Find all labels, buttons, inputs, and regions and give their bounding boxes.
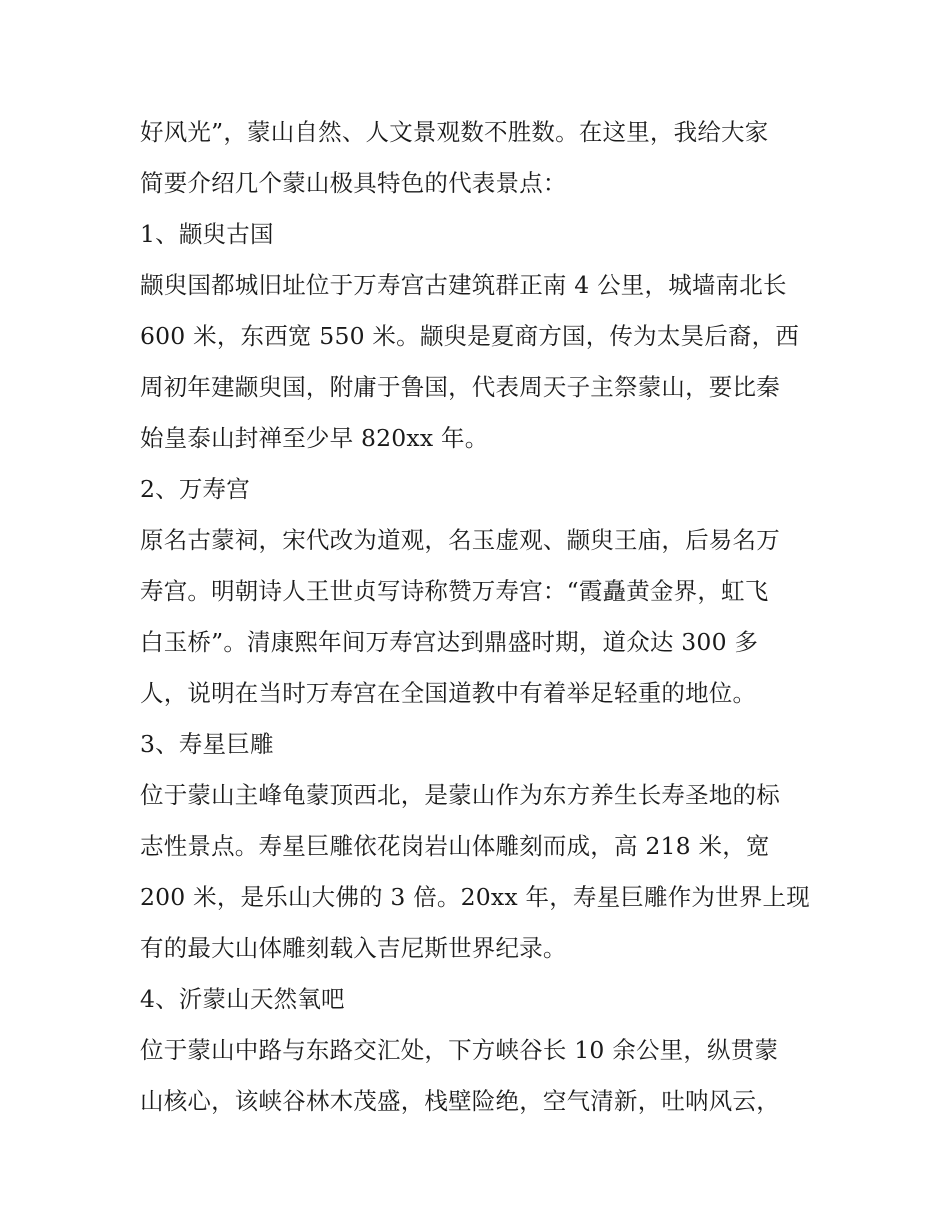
section-heading-oxygen-bar: 4、沂蒙山天然氧吧 (140, 985, 345, 1013)
body-text-line: 好风光”，蒙山自然、人文景观数不胜数。在这里，我给大家 (140, 118, 769, 146)
body-text-line: 人，说明在当时万寿宫在全国道教中有着举足轻重的地位。 (140, 679, 757, 707)
section-heading-wanshougong: 2、万寿宫 (140, 475, 250, 503)
body-text-line: 寿宫。明朝诗人王世贞写诗称赞万寿宫：“霞矗黄金界，虹飞 (140, 577, 769, 605)
section-heading-zhuanyu: 1、颛臾古国 (140, 220, 274, 248)
section-heading-shouxing: 3、寿星巨雕 (140, 730, 274, 758)
document-body (140, 107, 830, 1127)
body-text-line: 200 米，是乐山大佛的 3 倍。20xx 年，寿星巨雕作为世界上现 (140, 883, 810, 911)
body-text-line: 简要介绍几个蒙山极具特色的代表景点： (140, 169, 567, 197)
body-text-line: 周初年建颛臾国，附庸于鲁国，代表周天子主祭蒙山，要比秦 (140, 373, 780, 401)
body-text-line: 位于蒙山主峰龟蒙顶西北，是蒙山作为东方养生长寿圣地的标 (140, 781, 780, 809)
body-text-line: 始皇泰山封禅至少早 820xx 年。 (140, 424, 489, 452)
body-text-line: 志性景点。寿星巨雕依花岗岩山体雕刻而成，高 218 米，宽 (140, 832, 770, 860)
body-text-line: 原名古蒙祠，宋代改为道观，名玉虚观、颛臾王庙，后易名万 (140, 526, 780, 554)
body-text-line: 山核心，该峡谷林木茂盛，栈壁险绝，空气清新，吐呐风云， (140, 1087, 780, 1115)
body-text-line: 颛臾国都城旧址位于万寿宫古建筑群正南 4 公里，城墙南北长 (140, 271, 787, 299)
body-text-line: 白玉桥”。清康熙年间万寿宫达到鼎盛时期，道众达 300 多 (140, 628, 759, 656)
body-text-line: 600 米，东西宽 550 米。颛臾是夏商方国，传为太昊后裔，西 (140, 322, 800, 350)
body-text-line: 有的最大山体雕刻载入吉尼斯世界纪录。 (140, 934, 567, 962)
body-text-line: 位于蒙山中路与东路交汇处，下方峡谷长 10 余公里，纵贯蒙 (140, 1036, 779, 1064)
